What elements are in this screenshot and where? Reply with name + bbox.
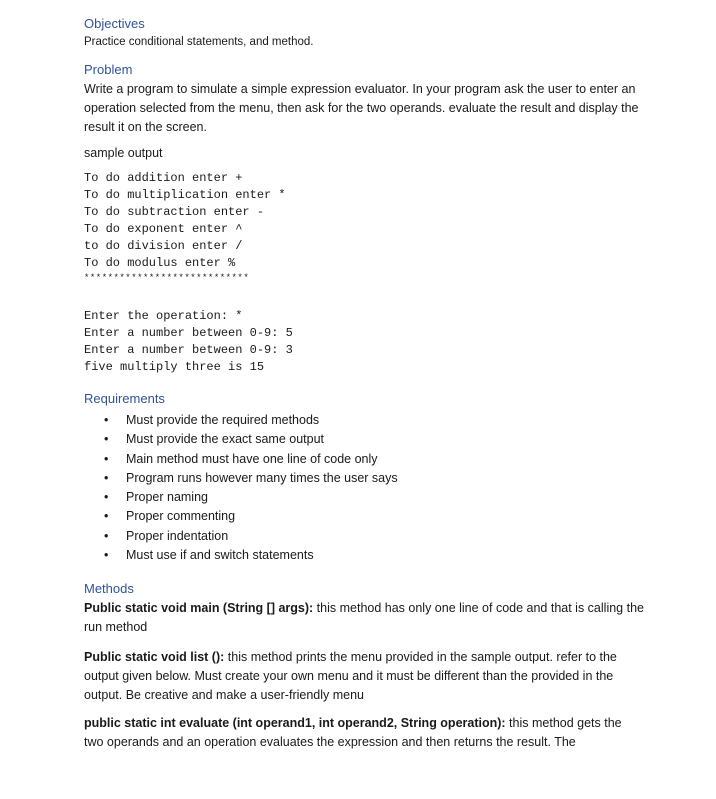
list-item: • Proper commenting bbox=[104, 507, 644, 526]
method-signature: Public static void list (): bbox=[84, 650, 225, 665]
bullet-icon: • bbox=[104, 432, 109, 447]
list-item: • Must provide the exact same output bbox=[104, 430, 644, 449]
method-description: this method has only one line of code and that is calling the run method bbox=[84, 601, 644, 635]
sample-menu-line: To do multiplication enter * bbox=[84, 188, 286, 202]
objectives-heading: Objectives bbox=[84, 16, 145, 31]
sample-output-label: sample output bbox=[84, 146, 163, 160]
method-list bbox=[84, 648, 644, 705]
bullet-icon: • bbox=[104, 548, 109, 563]
method-evaluate bbox=[84, 714, 644, 752]
bullet-icon: • bbox=[104, 509, 109, 524]
objectives-section bbox=[84, 14, 644, 51]
requirements-heading: Requirements bbox=[84, 391, 165, 406]
sample-menu-line: To do modulus enter % bbox=[84, 256, 236, 270]
bullet-icon: • bbox=[104, 490, 109, 505]
sample-session bbox=[84, 308, 644, 376]
sample-stars-divider: **************************** bbox=[84, 273, 250, 283]
requirements-section bbox=[84, 389, 644, 565]
list-item: • Main method must have one line of code only bbox=[104, 450, 644, 469]
objectives-text: Practice conditional statements, and method. bbox=[84, 36, 314, 48]
problem-text: Write a program to simulate a simple expression evaluator. In your program ask the user to enter an operation selected from the menu, then ask for the two operands. evaluate the result and display the result it on the screen. bbox=[84, 82, 639, 134]
sample-session-line: Enter a number between 0-9: 5 bbox=[84, 326, 293, 340]
document-page bbox=[84, 14, 644, 752]
sample-menu-line: to do division enter / bbox=[84, 239, 243, 253]
sample-session-line: five multiply three is 15 bbox=[84, 360, 265, 374]
method-description: this method gets the two operands and an operation evaluates the expression and then returns the result. The bbox=[84, 716, 622, 750]
problem-section bbox=[84, 60, 644, 376]
bullet-icon: • bbox=[104, 528, 109, 543]
list-item: • Must provide the required methods bbox=[104, 411, 644, 430]
method-description: this method prints the menu provided in the sample output. refer to the output given below. Must create your own menu and it must be different than the provided in the output. Be creative and make a user-friendly menu bbox=[84, 650, 617, 703]
list-item: • Must use if and switch statements bbox=[104, 546, 644, 565]
method-main bbox=[84, 599, 644, 637]
sample-session-line: Enter a number between 0-9: 3 bbox=[84, 343, 293, 357]
sample-menu bbox=[84, 170, 644, 284]
methods-heading: Methods bbox=[84, 581, 134, 597]
list-item: • Proper indentation bbox=[104, 527, 644, 546]
method-signature: public static int evaluate (int operand1, int operand2, String operation): bbox=[84, 716, 506, 731]
requirements-list bbox=[104, 411, 644, 565]
sample-session-line: Enter the operation: * bbox=[84, 309, 243, 323]
methods-section bbox=[84, 579, 644, 752]
bullet-icon: • bbox=[104, 413, 109, 427]
list-item: • Proper naming bbox=[104, 488, 644, 507]
sample-menu-line: To do exponent enter ^ bbox=[84, 222, 243, 236]
method-signature: Public static void main (String [] args): bbox=[84, 601, 314, 616]
bullet-icon: • bbox=[104, 470, 109, 485]
sample-menu-line: To do addition enter + bbox=[84, 171, 243, 185]
list-item: • Program runs however many times the user says bbox=[104, 469, 644, 488]
bullet-icon: • bbox=[104, 451, 109, 466]
sample-menu-line: To do subtraction enter - bbox=[84, 205, 265, 219]
problem-heading: Problem bbox=[84, 62, 133, 77]
